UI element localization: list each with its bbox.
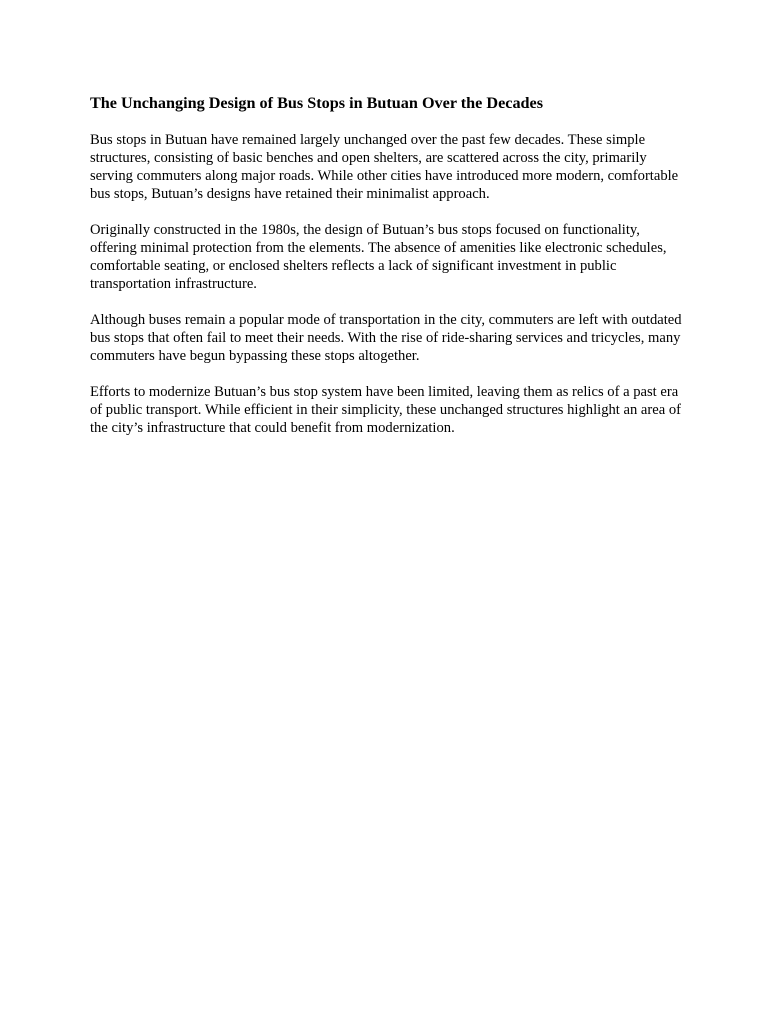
document-body: [90, 131, 682, 437]
document-content: [90, 92, 682, 455]
paragraph-4: Efforts to modernize Butuan’s bus stop system have been limited, leaving them as relics of a past era of public transport. While efficient in their simplicity, these unchanged structures highlight an area of the city’s infrastructure that could benefit from modernization.: [90, 384, 682, 436]
paragraph-3: Although buses remain a popular mode of transportation in the city, commuters are left with outdated bus stops that often fail to meet their needs. With the rise of ride-sharing services and tricycles, many commuters have begun bypassing these stops altogether.: [90, 312, 682, 364]
paragraph-2: Originally constructed in the 1980s, the design of Butuan’s bus stops focused on functionality, offering minimal protection from the elements. The absence of amenities like electronic schedules, comfortable seating, or enclosed shelters reflects a lack of significant investment in public transportation infrastructure.: [90, 222, 667, 292]
paragraph-1: Bus stops in Butuan have remained largely unchanged over the past few decades. These simple structures, consisting of basic benches and open shelters, are scattered across the city, primarily serving commuters along major roads. While other cities have introduced more modern, comfortable bus stops, Butuan’s designs have retained their minimalist approach.: [90, 132, 679, 202]
document-title: The Unchanging Design of Bus Stops in Butuan Over the Decades: [90, 94, 544, 112]
